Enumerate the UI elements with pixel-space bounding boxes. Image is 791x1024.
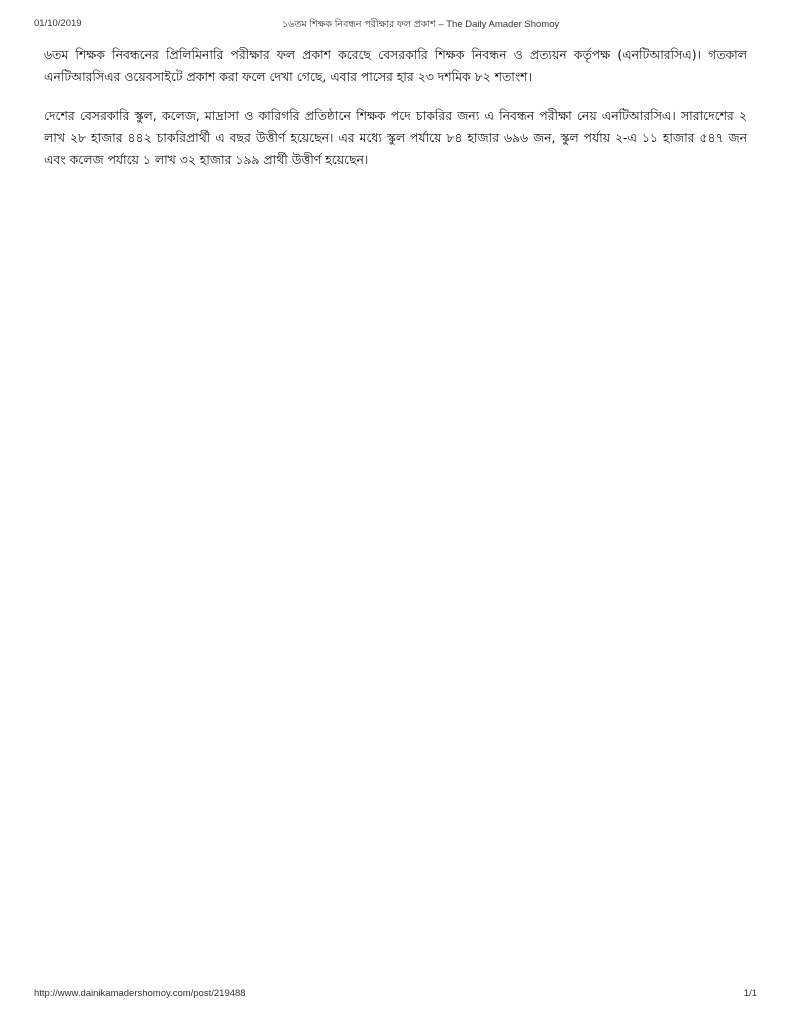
print-header [34,18,757,34]
article-paragraph: দেশের বেসরকারি স্কুল, কলেজ, মাদ্রাসা ও কারিগরি প্রতিষ্ঠানে শিক্ষক পদে চাকরির জন্য এ নিবন্ধন পরীক্ষা নেয় এনটিআরসিএ। সারাদেশের ২ লাখ ২৮ হাজার ৪৪২ চাকরিপ্রার্থী এ বছর উত্তীর্ণ হয়েছেন। এর মধ্যে স্কুল পর্যায়ে ৮৪ হাজার ৬৯৬ জন, স্কুল পর্যায় ২-এ ১১ হাজার ৫৪৭ জন এবং কলেজ পর্যায়ে ১ লাখ ৩২ হাজার ১৯৯ প্রার্থী উত্তীর্ণ হয়েছেন। [44,108,747,167]
article-body [44,44,747,188]
page-title: ১৬তম শিক্ষক নিবন্ধন পরীক্ষার ফল প্রকাশ – The Daily Amader Shomoy [282,19,560,30]
article-paragraph: ৬তম শিক্ষক নিবন্ধনের প্রিলিমিনারি পরীক্ষার ফল প্রকাশ করেছে বেসরকারি শিক্ষক নিবন্ধন ও প্রত্যয়ন কর্তৃপক্ষ (এনটিআরসিএ)। গতকাল এনটিআরসিএর ওয়েবসাইটে প্রকাশ করা ফলে দেখা গেছে, এবার পাসের হার ২৩ দশমিক ৮২ শতাংশ। [44,47,747,84]
page-number: 1/1 [743,988,757,999]
print-date: 01/10/2019 [34,18,82,29]
page-url-link[interactable]: http://www.dainikamadershomoy.com/post/219488 [34,988,246,999]
print-footer [34,988,757,1002]
